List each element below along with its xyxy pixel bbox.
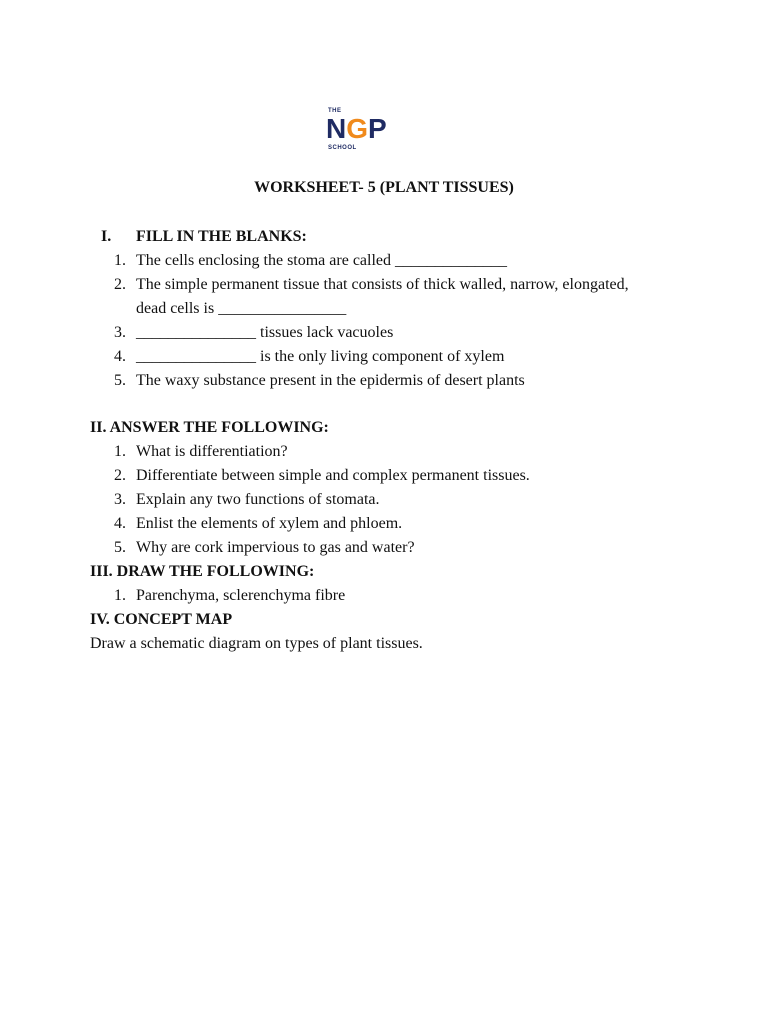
question-3: Explain any two functions of stomata. bbox=[136, 491, 380, 508]
logo-letter-g: G bbox=[346, 113, 369, 144]
fill-blank-4: _______________ is the only living component of xylem bbox=[136, 348, 505, 365]
logo-top-word: THE bbox=[328, 108, 342, 114]
question-5: Why are cork impervious to gas and water? bbox=[136, 539, 415, 556]
item-number: 5. bbox=[114, 539, 126, 556]
fill-blank-2-line-1: The simple permanent tissue that consists of thick walled, narrow, elongated, bbox=[136, 276, 629, 293]
section-1-numeral: I. bbox=[101, 228, 112, 245]
item-number: 5. bbox=[114, 372, 126, 389]
section-2-heading: II. ANSWER THE FOLLOWING: bbox=[90, 419, 329, 436]
logo-letter-n: N bbox=[326, 113, 347, 144]
logo-bottom-word: SCHOOL bbox=[328, 145, 357, 151]
section-1-heading: FILL IN THE BLANKS: bbox=[136, 228, 307, 245]
question-2: Differentiate between simple and complex permanent tissues. bbox=[136, 467, 530, 484]
item-number: 2. bbox=[114, 276, 126, 293]
item-number: 1. bbox=[114, 252, 126, 269]
fill-blank-2-line-2: dead cells is ________________ bbox=[136, 300, 347, 317]
item-number: 1. bbox=[114, 443, 126, 460]
worksheet-title: WORKSHEET- 5 (PLANT TISSUES) bbox=[254, 179, 514, 196]
school-logo bbox=[326, 108, 408, 154]
section-4-heading: IV. CONCEPT MAP bbox=[90, 611, 233, 628]
concept-map-instruction: Draw a schematic diagram on types of plant tissues. bbox=[90, 635, 423, 652]
logo-letters bbox=[326, 115, 387, 143]
item-number: 2. bbox=[114, 467, 126, 484]
logo-letter-p: P bbox=[368, 113, 387, 144]
item-number: 3. bbox=[114, 324, 126, 341]
item-number: 3. bbox=[114, 491, 126, 508]
fill-blank-3: _______________ tissues lack vacuoles bbox=[136, 324, 394, 341]
fill-blank-1: The cells enclosing the stoma are called ______________ bbox=[136, 252, 508, 269]
question-1: What is differentiation? bbox=[136, 443, 288, 460]
item-number: 4. bbox=[114, 515, 126, 532]
item-number: 1. bbox=[114, 587, 126, 604]
section-3-heading: III. DRAW THE FOLLOWING: bbox=[90, 563, 315, 580]
item-number: 4. bbox=[114, 348, 126, 365]
question-4: Enlist the elements of xylem and phloem. bbox=[136, 515, 403, 532]
fill-blank-5: The waxy substance present in the epidermis of desert plants bbox=[136, 372, 525, 389]
draw-item-1: Parenchyma, sclerenchyma fibre bbox=[136, 587, 346, 604]
